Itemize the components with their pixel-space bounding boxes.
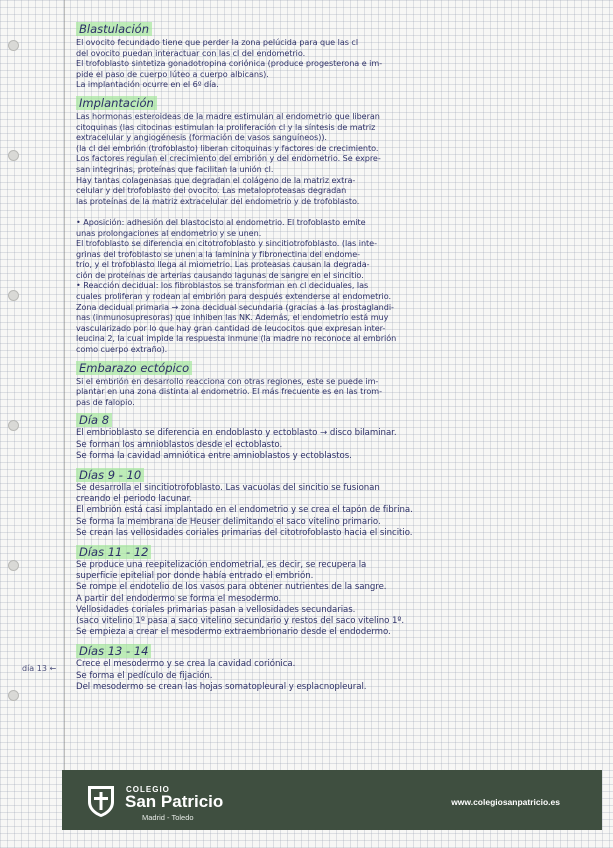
note-line: La implantación ocurre en el 6º día. bbox=[76, 79, 219, 90]
note-line: las proteínas de la matriz extracelular del endometrio y de trofoblasto. bbox=[76, 195, 360, 206]
punch-hole bbox=[8, 40, 19, 51]
school-footer bbox=[62, 770, 602, 830]
margin-note: día 13 ← bbox=[22, 664, 57, 673]
note-line: Se empieza a crear el mesodermo extraembrionario desde el endodermo. bbox=[76, 627, 391, 638]
section-title: Día 8 bbox=[76, 413, 112, 427]
note-line: plantar en una zona distinta al endometrio. El más frecuente es en las trom- bbox=[76, 386, 382, 397]
school-crest-icon bbox=[86, 784, 116, 818]
note-line: Se forma el pedículo de fijación. bbox=[76, 670, 213, 681]
note-line: El embrión está casi implantado en el endometrio y se crea el tapón de fibrina. bbox=[76, 505, 413, 516]
note-line: celular y del trofoblasto del ovocito. Las metaloproteasas degradan bbox=[76, 185, 347, 196]
note-line: • Reacción decidual: los fibroblastos se transforman en cl deciduales, las bbox=[76, 280, 369, 291]
punch-hole bbox=[8, 690, 19, 701]
note-line: san integrinas, proteínas que facilitan la unión cl. bbox=[76, 163, 274, 174]
note-line: vascularizado por lo que hay gran cantidad de leucocitos que expresan inter- bbox=[76, 322, 386, 333]
note-line: El trofoblasto sintetiza gonadotropina coriónica (produce progesterona e im- bbox=[76, 58, 383, 69]
note-line: trio, y el trofoblasto llega al miometrio. Las proteasas causan la degrada- bbox=[76, 259, 370, 270]
school-name: San Patricio bbox=[125, 792, 224, 811]
note-line: Los factores regulan el crecimiento del embrión y del endometrio. Se expre- bbox=[76, 153, 381, 164]
note-line: (saco vitelino 1º pasa a saco vitelino secundario y restos del saco vitelino 1º. bbox=[76, 616, 405, 627]
note-line: Del mesodermo se crean las hojas somatopleural y esplacnopleural. bbox=[76, 681, 367, 692]
note-line: unas prolongaciones al endometrio y se unen. bbox=[76, 227, 262, 238]
note-line: extracelular y angiogénesis (formación de vasos sanguíneos)). bbox=[76, 132, 327, 143]
school-website-link[interactable]: www.colegiosanpatricio.es bbox=[451, 797, 560, 807]
margin-line bbox=[64, 0, 65, 770]
note-line: Vellosidades coriales primarias pasan a vellosidades secundarias. bbox=[76, 604, 356, 615]
handwritten-notes bbox=[76, 18, 596, 693]
note-line: Zona decidual primaria → zona decidual secundaria (gracias a las prostaglandi- bbox=[76, 301, 394, 312]
section-title: Implantación bbox=[76, 96, 157, 110]
note-line: grinas del trofoblasto se unen a la laminina y fibronectina del endome- bbox=[76, 248, 360, 259]
punch-hole bbox=[8, 150, 19, 161]
punch-hole bbox=[8, 420, 19, 431]
note-line: Se forman los amnioblastos desde el ectoblasto. bbox=[76, 439, 283, 450]
note-line: Se desarrolla el sincitiotrofoblasto. Las vacuolas del sincitio se fusionan bbox=[76, 483, 380, 494]
section-title: Embarazo ectópico bbox=[76, 361, 192, 375]
punch-hole bbox=[8, 290, 19, 301]
note-line: Se crean las vellosidades coriales primarias del citotrofoblasto hacia el sincitio. bbox=[76, 527, 413, 538]
note-line: El embrioblasto se diferencia en endoblasto y ectoblasto → disco bilaminar. bbox=[76, 428, 397, 439]
note-line: cuales proliferan y rodean al embrión para después extenderse al endometrio. bbox=[76, 291, 391, 302]
section-title: Días 9 - 10 bbox=[76, 468, 144, 482]
note-line: ción de proteínas de arterias causando lagunas de sangre en el sincitio. bbox=[76, 269, 364, 280]
note-line: creando el periodo lacunar. bbox=[76, 494, 192, 505]
section-title: Blastulación bbox=[76, 22, 152, 36]
note-line: • Aposición: adhesión del blastocisto al endometrio. El trofoblasto emite bbox=[76, 216, 366, 227]
note-line: Las hormonas esteroideas de la madre estimulan al endometrio que liberan bbox=[76, 110, 380, 121]
note-line: Crece el mesodermo y se crea la cavidad coriónica. bbox=[76, 659, 296, 670]
note-line: Se forma la membrana de Heuser delimitando el saco vitelino primario. bbox=[76, 516, 381, 527]
note-line: Se rompe el endotelio de los vasos para obtener nutrientes de la sangre. bbox=[76, 582, 387, 593]
note-line bbox=[76, 206, 596, 217]
note-line: Si el embrión en desarrollo reacciona con otras regiones, este se puede im- bbox=[76, 375, 379, 386]
section-title: Días 11 - 12 bbox=[76, 545, 151, 559]
note-line: nas (inmunosupresoras) que inhiben las NK. Además, el endometrio está muy bbox=[76, 312, 389, 323]
note-line: leucina 2, la cual impide la respuesta inmune (la madre no reconoce al embrión bbox=[76, 333, 397, 344]
note-line: (la cl del embrión (trofoblasto) liberan citoquinas y factores de crecimiento. bbox=[76, 142, 379, 153]
school-prefix: COLEGIO bbox=[126, 785, 170, 794]
section-title: Días 13 - 14 bbox=[76, 644, 151, 658]
school-place: Madrid - Toledo bbox=[142, 813, 194, 822]
note-line: Se forma la cavidad amniótica entre amnioblastos y ectoblastos. bbox=[76, 450, 352, 461]
note-line: del ovocito puedan interactuar con las cl del endometrio. bbox=[76, 47, 306, 58]
note-line: citoquinas (las citocinas estimulan la proliferación cl y la síntesis de matriz bbox=[76, 121, 376, 132]
punch-hole bbox=[8, 560, 19, 571]
note-line: pide el paso de cuerpo lúteo a cuerpo albicans). bbox=[76, 68, 269, 79]
note-line: A partir del endodermo se forma el mesodermo. bbox=[76, 593, 282, 604]
note-line: como cuerpo extraño). bbox=[76, 344, 168, 355]
note-line: El trofoblasto se diferencia en citotrofoblasto y sincitiotrofoblasto. (las inte- bbox=[76, 238, 377, 249]
note-line: El ovocito fecundado tiene que perder la zona pelúcida para que las cl bbox=[76, 37, 359, 47]
note-line: Hay tantas colagenasas que degradan el colágeno de la matriz extra- bbox=[76, 174, 356, 185]
note-line: Se produce una reepitelización endometrial, es decir, se recupera la bbox=[76, 560, 367, 571]
note-line: superficie epitelial por donde había entrado el embrión. bbox=[76, 571, 314, 582]
note-line: pas de falopio. bbox=[76, 396, 135, 407]
